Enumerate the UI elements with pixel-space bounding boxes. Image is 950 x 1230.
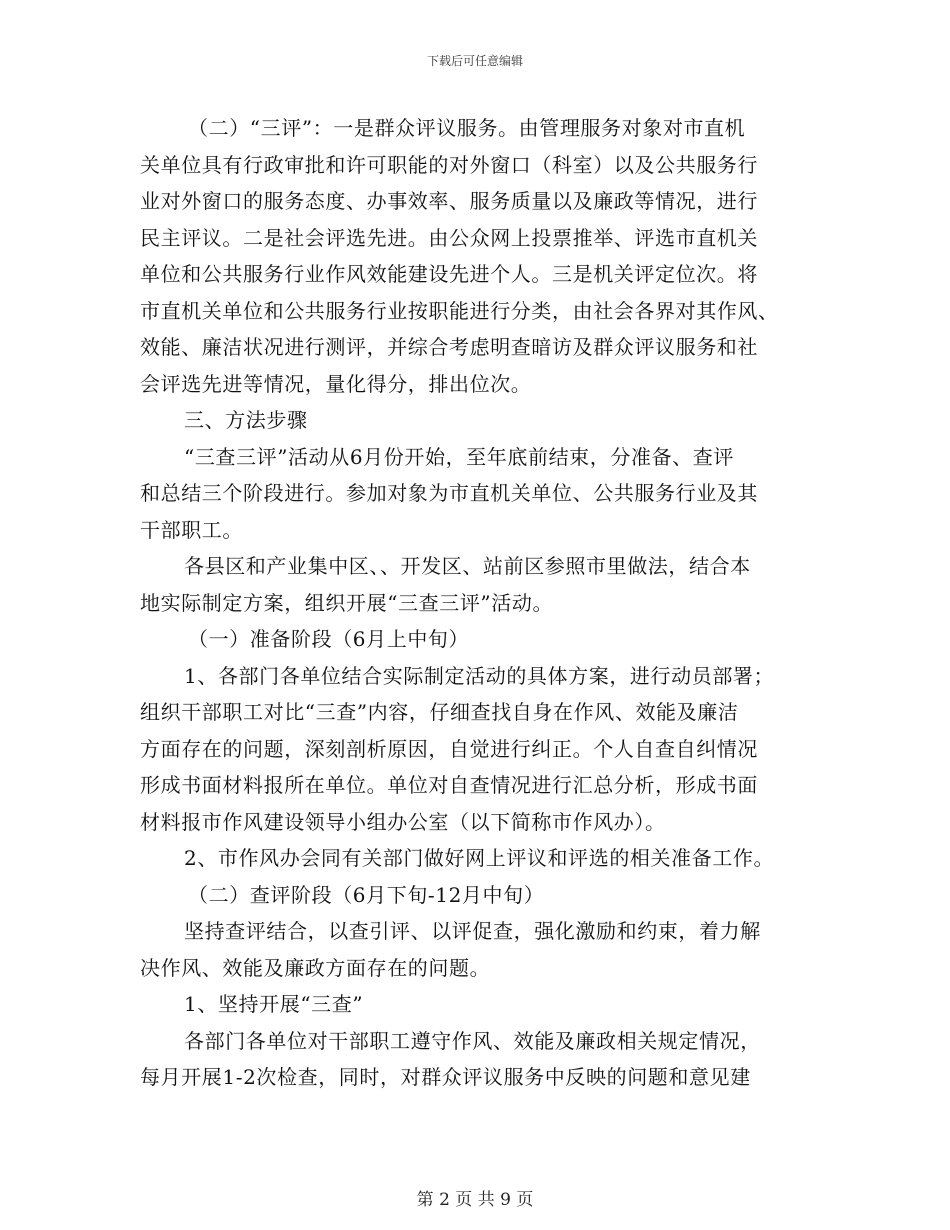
paragraph-line: 效能、廉洁状况进行测评，并综合考虑明查暗访及群众评议服务和社 [140, 335, 758, 359]
paragraph-line: 关单位具有行政审批和许可职能的对外窗口（科室）以及公共服务行 [140, 152, 758, 177]
section-heading: 三、方法步骤 [184, 408, 308, 432]
paragraph-line: 方面存在的问题，深刻剖析原因，自觉进行纠正。个人自查自纠情况 [140, 736, 758, 761]
paragraph-line: 2、市作风办会同有关部门做好网上评议和评选的相关准备工作。 [184, 846, 775, 870]
paragraph-line: 1、各部门各单位结合实际制定活动的具体方案，进行动员部署； [184, 663, 775, 688]
paragraph-line: 决作风、效能及廉政方面存在的问题。 [140, 955, 491, 980]
page-footer: 第 2 页 共 9 页 [416, 1190, 534, 1210]
item-heading: 1、坚持开展“三查” [184, 992, 364, 1016]
paragraph-line: 业对外窗口的服务态度、办事效率、服务质量以及廉政等情况，进行 [140, 189, 758, 213]
paragraph-line: “三查三评”活动从6月份开始，至年底前结束，分准备、查评 [184, 444, 734, 469]
paragraph-line: （二）“三评”：一是群众评议服务。由管理服务对象对市直机 [188, 116, 746, 140]
paragraph-line: 形成书面材料报所在单位。单位对自查情况进行汇总分析，形成书面 [140, 773, 758, 797]
page-header: 下载后可任意编辑 [426, 54, 523, 68]
paragraph-line: 材料报市作风建设领导小组办公室（以下简称市作风办）。 [140, 809, 666, 834]
paragraph-line: 会评选先进等情况，量化得分，排出位次。 [140, 371, 532, 396]
paragraph-line: 坚持查评结合，以查引评、以评促查，强化激励和约束，着力解 [184, 919, 761, 943]
paragraph-line: 市直机关单位和公共服务行业按职能进行分类，由社会各界对其作风、 [140, 298, 779, 323]
paragraph-line: 民主评议。二是社会评选先进。由公众网上投票推举、评选市直机关 [140, 225, 758, 250]
subsection-heading: （二）查评阶段（6月下旬-12月中旬） [188, 882, 545, 907]
paragraph-line: 各部门各单位对干部职工遵守作风、效能及廉政相关规定情况， [184, 1028, 761, 1053]
paragraph-line: 每月开展1-2次检查，同时，对群众评议服务中反映的问题和意见建 [140, 1065, 751, 1089]
paragraph-line: 和总结三个阶段进行。参加对象为市直机关单位、公共服务行业及其 [140, 481, 758, 505]
paragraph-line: 地实际制定方案，组织开展“三查三评”活动。 [140, 590, 554, 615]
paragraph-line: 各县区和产业集中区、、开发区、站前区参照市里做法，结合本 [184, 554, 751, 578]
subsection-heading: （一）准备阶段（6月上中旬） [188, 627, 470, 651]
document-body [140, 110, 800, 1096]
paragraph-line: 单位和公共服务行业作风效能建设先进个人。三是机关评定位次。将 [140, 262, 758, 286]
paragraph-line: 干部职工。 [140, 517, 243, 542]
paragraph-line: 组织干部职工对比“三查”内容，仔细查找自身在作风、效能及廉洁 [140, 700, 739, 724]
